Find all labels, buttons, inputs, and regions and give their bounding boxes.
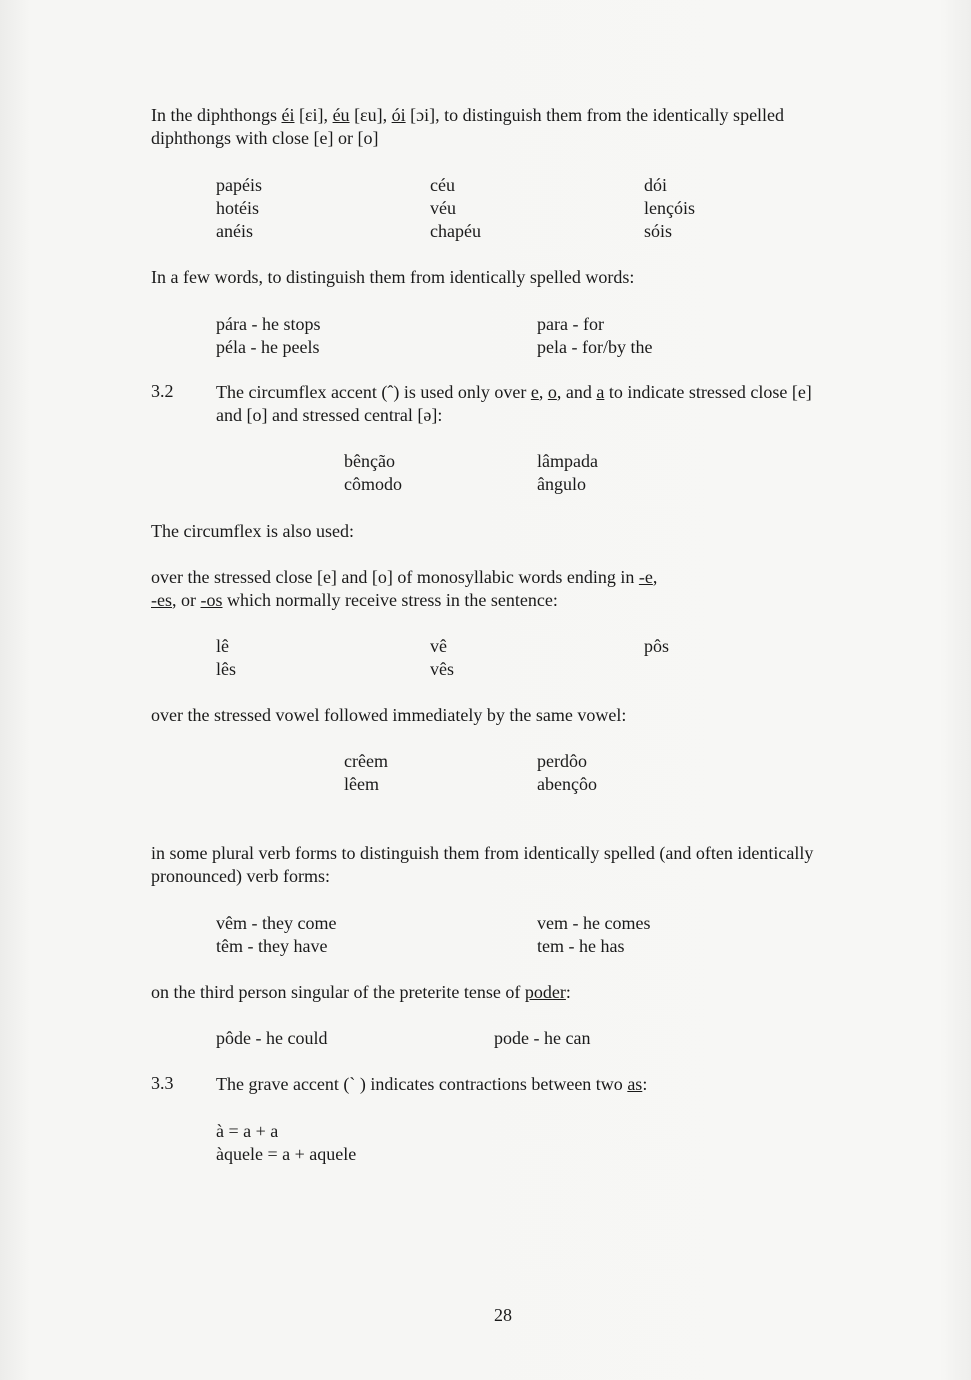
page-number: 28 (494, 1305, 512, 1325)
contraction-example: àquele = a + aquele (216, 1144, 357, 1164)
plural-line-2: pronounced) verb forms: (151, 866, 330, 886)
word: bênção (344, 451, 395, 471)
word-pair: pára - he stops (216, 314, 321, 334)
word: véu (430, 198, 456, 218)
diphthong-oi: ói (391, 105, 406, 125)
word-pair: vêm - they come (216, 913, 337, 933)
plural-line-1: in some plural verb forms to distinguish them from identically spelled (and often identically (151, 843, 814, 863)
word: lê (216, 636, 229, 656)
intro-line-2: diphthongs with close [e] or [o] (151, 128, 379, 148)
diphthong-ei: éi (281, 105, 295, 125)
section-3-2-line-1: The circumflex accent (ˆ) is used only over e, o, and a to indicate stressed close [e] (216, 382, 812, 402)
word-pair: pôde - he could (216, 1028, 328, 1048)
word: hotéis (216, 198, 259, 218)
word: perdôo (537, 751, 587, 771)
word: vê (430, 636, 447, 656)
word: abençôo (537, 774, 597, 794)
word-pair: vem - he comes (537, 913, 651, 933)
word: pôs (644, 636, 670, 656)
few-words-intro: In a few words, to distinguish them from identically spelled words: (151, 267, 635, 287)
same-vowel-line: over the stressed vowel followed immediately by the same vowel: (151, 705, 627, 725)
word-pair: pela - for/by the (537, 337, 653, 357)
word-pair: péla - he peels (216, 337, 320, 357)
word-pair: pode - he can (494, 1028, 591, 1048)
section-number: 3.3 (151, 1073, 174, 1093)
section-3-2-line-2: and [o] and stressed central [ə]: (216, 405, 443, 425)
word: céu (430, 175, 455, 195)
word: chapéu (430, 221, 481, 241)
word: ângulo (537, 474, 586, 494)
word: vês (430, 659, 454, 679)
word-pair: para - for (537, 314, 604, 334)
monosyllabic-line-1: over the stressed close [e] and [o] of monosyllabic words ending in -e, (151, 567, 658, 587)
word: cômodo (344, 474, 402, 494)
word: lençóis (644, 198, 695, 218)
word: anéis (216, 221, 253, 241)
section-number: 3.2 (151, 381, 174, 401)
circumflex-heading: The circumflex is also used: (151, 521, 354, 541)
word: crêem (344, 751, 388, 771)
contraction-example: à = a + a (216, 1121, 279, 1141)
section-3-3-line: The grave accent (ˋ ) indicates contractions between two as: (216, 1074, 648, 1094)
word: papéis (216, 175, 262, 195)
word-pair: tem - he has (537, 936, 625, 956)
word: lês (216, 659, 236, 679)
diphthong-eu: éu (332, 105, 350, 125)
monosyllabic-line-2: -es, or -os which normally receive stress in the sentence: (151, 590, 558, 610)
word: sóis (644, 221, 673, 241)
preterite-line: on the third person singular of the preterite tense of poder: (151, 982, 571, 1002)
word: lâmpada (537, 451, 598, 471)
word-pair: têm - they have (216, 936, 328, 956)
intro-line-1: In the diphthongs éi [ɛi], éu [ɛu], ói [ɔi], to distinguish them from the identically spelled (151, 105, 785, 125)
word: lêem (344, 774, 379, 794)
word: dói (644, 175, 668, 195)
